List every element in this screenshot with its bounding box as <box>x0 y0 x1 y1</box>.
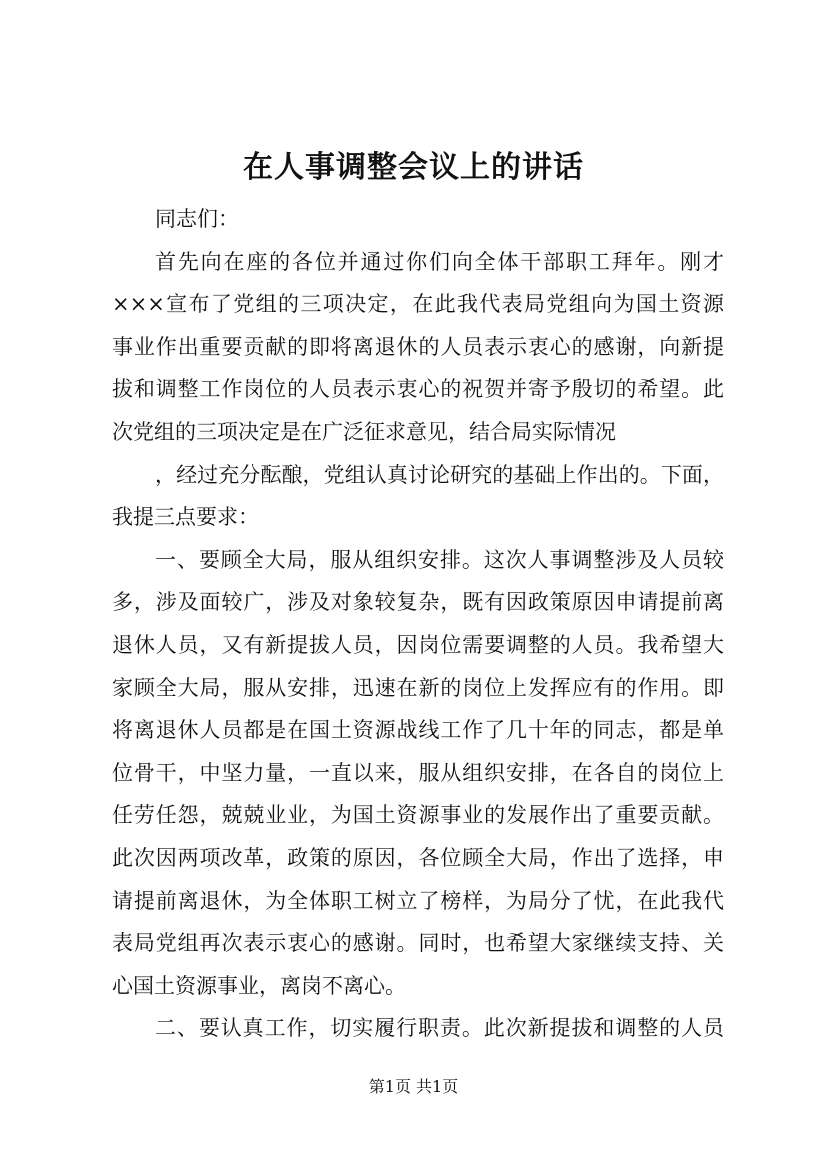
text-line: ，经过充分酝酿，党组认真讨论研究的基础上作出的。下面， <box>155 462 724 487</box>
text-line: ×××宣布了党组的三项决定，在此我代表局党组向为国土资源 <box>112 292 724 317</box>
text-line: 退休人员，又有新提拔人员，因岗位需要调整的人员。我希望大 <box>112 632 724 657</box>
text-line: 拔和调整工作岗位的人员表示衷心的祝贺并寄予殷切的希望。此 <box>112 377 724 402</box>
document-body <box>112 198 724 1050</box>
text-line: 表局党组再次表示衷心的感谢。同时，也希望大家继续支持、关 <box>112 931 724 956</box>
text-line: 位骨干，中坚力量，一直以来，服从组织安排，在各自的岗位上 <box>112 760 724 785</box>
text-line: 同志们： <box>155 207 239 231</box>
text-line: 心国土资源事业，离岗不离心。 <box>112 973 406 998</box>
document-title: 在人事调整会议上的讲话 <box>243 150 584 185</box>
text-line: 事业作出重要贡献的即将离退休的人员表示衷心的感谢，向新提 <box>112 334 724 359</box>
text-line: 我提三点要求： <box>112 505 259 530</box>
text-line: 此次因两项改革，政策的原因，各位顾全大局，作出了选择，申 <box>112 845 724 870</box>
text-line: 次党组的三项决定是在广泛征求意见，结合局实际情况 <box>112 419 616 444</box>
text-line: 二、要认真工作，切实履行职责。此次新提拔和调整的人员 <box>155 1016 724 1041</box>
text-line: 将离退休人员都是在国土资源战线工作了几十年的同志，都是单 <box>112 718 724 743</box>
text-line: 一、要顾全大局，服从组织安排。这次人事调整涉及人员较 <box>155 547 724 572</box>
text-line: 任劳任怨，兢兢业业，为国土资源事业的发展作出了重要贡献。 <box>112 803 724 828</box>
text-line: 首先向在座的各位并通过你们向全体干部职工拜年。刚才 <box>155 249 724 274</box>
text-line: 多，涉及面较广，涉及对象较复杂，既有因政策原因申请提前离 <box>112 590 724 615</box>
page-footer: 第1页 共1页 <box>368 1077 459 1096</box>
text-line: 请提前离退休，为全体职工树立了榜样，为局分了忧，在此我代 <box>112 888 724 913</box>
text-line: 家顾全大局，服从安排，迅速在新的岗位上发挥应有的作用。即 <box>112 675 724 700</box>
